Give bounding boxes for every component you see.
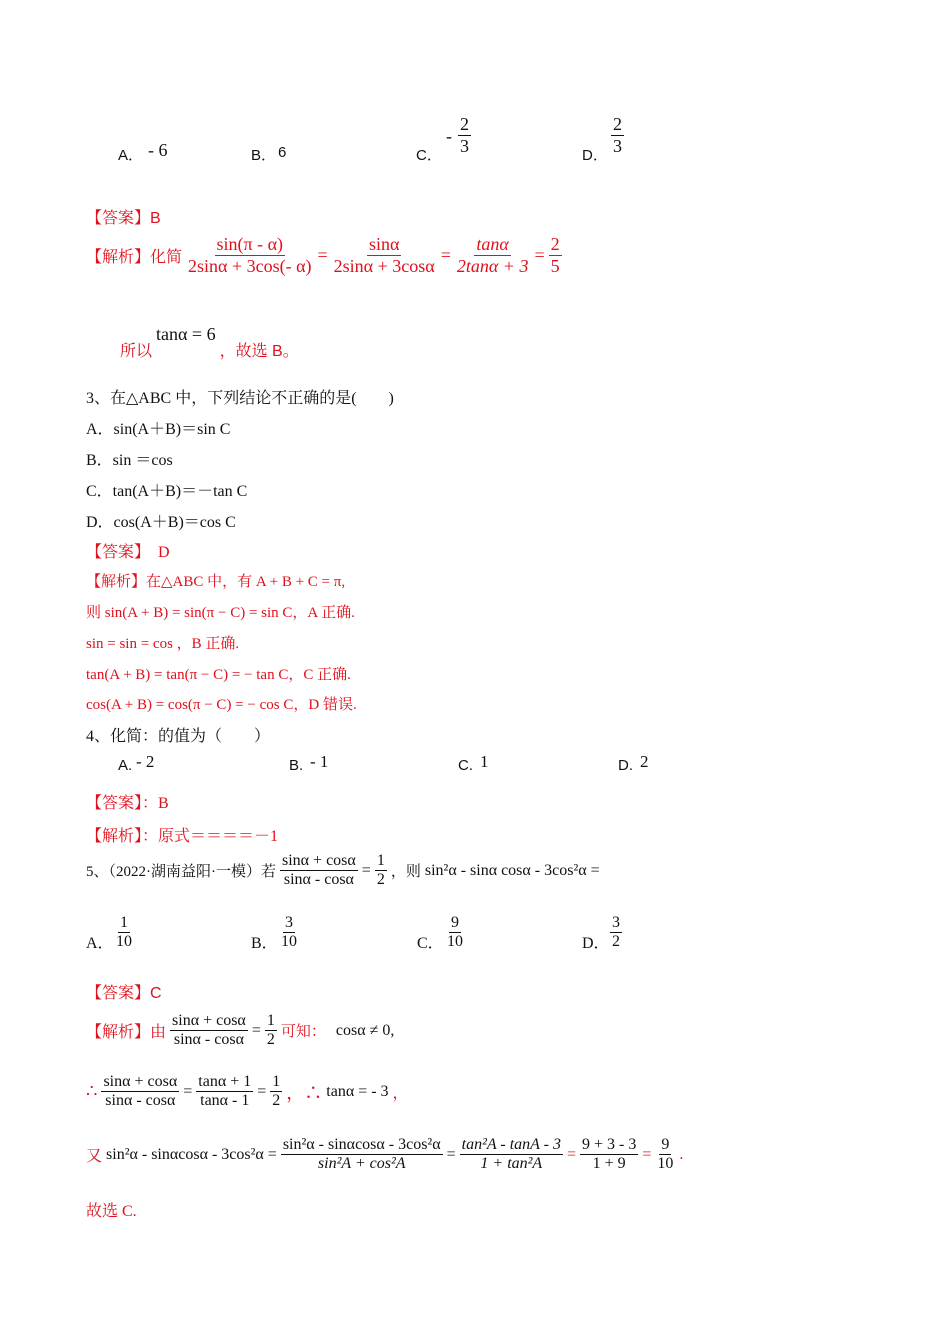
q5-stem-expression: sin²α - sinα cosα - 3cos²α = — [424, 861, 600, 879]
q5-a3-fraction-4 — [655, 1136, 675, 1174]
q2-option-a-label: A． — [118, 147, 144, 164]
q5-a2-mid: ，∴ — [286, 1082, 323, 1103]
q4-option-c-value: 1 — [480, 752, 489, 771]
q2-option-c-numerator: 2 — [460, 114, 469, 134]
q5-analysis-cond-value-num: 1 — [265, 1012, 277, 1031]
q2-fraction-2 — [332, 234, 437, 276]
q2-so-math: tanα = 6 — [156, 324, 216, 344]
q5-option-a-num: 1 — [118, 914, 130, 933]
q4-option-d-value: 2 — [640, 752, 649, 771]
q5-analysis-cond-fraction — [170, 1012, 248, 1050]
q5-analysis-cond-value — [265, 1012, 277, 1050]
q2-option-c-fraction — [458, 114, 471, 156]
q2-fraction-1-den: 2sinα + 3cos(- α) — [188, 255, 312, 276]
q5-a3-fraction-2-num: tan²A - tanA - 3 — [460, 1136, 563, 1155]
q5-option-d-label: D． — [582, 935, 610, 952]
q5-analysis-cond-equals: = — [251, 1021, 261, 1039]
q5-a3-fraction-1-den: sin²A + cos²A — [317, 1155, 406, 1173]
q5-a2-fraction-1-den: sinα - cosα — [105, 1092, 176, 1110]
q5-stem-then: ，则 — [390, 864, 421, 881]
q2-so-label: 所以 — [120, 343, 153, 360]
q2-option-c-label: C． — [416, 147, 442, 164]
q3-option-d: D．cos(A＋B)＝cos C — [86, 514, 236, 531]
q5-analysis-can-know: 可知： — [280, 1023, 326, 1041]
q5-a2-fraction-2-den: tanα - 1 — [200, 1092, 250, 1110]
q2-analysis-label: 【解析】化简 — [86, 248, 183, 266]
q5-a2-fraction-3-num: 1 — [270, 1073, 282, 1092]
q2-conclusion — [120, 322, 299, 360]
q5-condition-den: sinα - cosα — [283, 871, 354, 889]
q2-so-tail: ，故选 B。 — [219, 343, 299, 360]
q5-conclusion: 故选 C. — [86, 1203, 137, 1220]
q4-option-a-label: A. — [118, 757, 133, 774]
q5-option-c-fraction — [445, 914, 465, 952]
q4-analysis: 【解析】：原式＝＝＝＝－1 — [86, 828, 279, 845]
q2-option-c-sign: - — [446, 126, 452, 146]
q5-condition-value-den: 2 — [376, 871, 385, 889]
q5-a3-fraction-2 — [460, 1136, 563, 1174]
q4-answer: 【答案】：B — [86, 795, 169, 812]
q5-option-c-num: 9 — [449, 914, 461, 933]
q5-answer: 【答案】C — [86, 985, 162, 1002]
q5-option-b-num: 3 — [283, 914, 295, 933]
q3-analysis-line-5: cos(A + B) = cos(π − C) = − cos C，D 错误. — [86, 697, 357, 713]
q5-a3-fraction-1 — [281, 1136, 443, 1174]
q5-stem-prefix: 5、（2022·湖南益阳·一模）若 — [86, 864, 276, 881]
q5-option-a-fraction — [114, 914, 134, 952]
q5-options — [86, 914, 706, 962]
q5-analysis-line-1 — [86, 1012, 394, 1050]
q5-a3-fraction-2-den: 1 + tan²A — [480, 1155, 543, 1173]
q5-a3-fraction-4-den: 10 — [657, 1155, 674, 1173]
q5-option-d-den: 2 — [612, 933, 620, 951]
q3-answer: 【答案】 D — [86, 544, 170, 561]
q5-option-b-label: B． — [251, 935, 278, 952]
q5-a2-tail: ， — [392, 1085, 409, 1103]
q2-analysis — [86, 234, 562, 276]
q5-analysis-line-2 — [86, 1073, 409, 1111]
q2-option-d-fraction — [611, 114, 624, 156]
q2-option-a-value: - 6 — [148, 140, 168, 160]
q5-a3-label: 又 — [86, 1148, 103, 1166]
q2-fraction-1-num: sin(π - α) — [216, 234, 284, 254]
q4-option-b-label: B. — [289, 757, 304, 774]
q5-option-d-num: 3 — [610, 914, 622, 933]
q2-answer: 【答案】B — [86, 210, 161, 227]
q5-a2-fraction-1 — [101, 1073, 179, 1111]
q5-a3-fraction-4-num: 9 — [659, 1136, 671, 1155]
q5-analysis-cond-num: sinα + cosα — [170, 1012, 248, 1031]
q5-a2-fraction-2-num: tanα + 1 — [196, 1073, 253, 1092]
q5-condition-equals: = — [361, 861, 371, 879]
q3-analysis-line-2: 则 sin(A + B) = sin(π − C) = sin C，A 正确. — [86, 605, 355, 621]
q5-option-a-label: A． — [86, 935, 114, 952]
q2-fraction-1 — [186, 234, 314, 276]
q2-option-b-value: 6 — [278, 144, 287, 161]
q5-analysis-cond-den: sinα - cosα — [173, 1031, 244, 1049]
q5-a3-equals-1: = — [446, 1145, 456, 1163]
q5-a3-fraction-3-num: 9 + 3 - 3 — [580, 1136, 638, 1155]
q5-option-d-fraction — [610, 914, 622, 952]
q3-option-a: A．sin(A＋B)＝sin C — [86, 421, 231, 438]
q5-a2-fraction-3 — [270, 1073, 282, 1111]
q5-option-b-fraction — [279, 914, 299, 952]
q2-option-d-numerator: 2 — [613, 114, 622, 134]
q3-analysis-line-1: 【解析】在△ABC 中，有 A + B + C = π, — [86, 574, 346, 590]
q5-condition-num: sinα + cosα — [280, 852, 358, 871]
q2-fraction-3-num: tanα — [476, 234, 509, 254]
q3-stem: 3、在△ABC 中，下列结论不正确的是( ) — [86, 390, 394, 407]
q2-fraction-4 — [549, 234, 562, 276]
q5-a2-equals-1: = — [183, 1082, 193, 1100]
q4-options — [118, 752, 718, 780]
q2-equals-2: = — [440, 244, 451, 265]
q2-fraction-2-num: sinα — [368, 234, 400, 254]
q5-a3-lhs: sin²α - sinαcosα - 3cos²α = — [106, 1145, 277, 1163]
q4-option-c-label: C. — [458, 757, 473, 774]
q2-fraction-4-num: 2 — [550, 234, 560, 254]
q5-a3-fraction-3-den: 1 + 9 — [592, 1155, 626, 1173]
q5-a3-equals-2: = — [566, 1145, 576, 1163]
q5-a2-fraction-3-den: 2 — [272, 1092, 281, 1110]
q5-analysis-cos-nonzero: cosα ≠ 0, — [335, 1021, 395, 1039]
q2-option-c-denominator: 3 — [460, 135, 469, 156]
q4-option-d-label: D. — [618, 757, 633, 774]
q2-option-b-label: B． — [251, 147, 277, 164]
q5-a2-tan-value: tanα = - 3 — [326, 1082, 389, 1100]
q2-equals-1: = — [317, 244, 328, 265]
q5-option-a-den: 10 — [116, 933, 132, 951]
q3-analysis-line-3: sin = sin = cos ，B 正确. — [86, 636, 240, 652]
q4-stem: 4、化简：的值为（ ） — [86, 728, 271, 745]
q5-condition-value-num: 1 — [375, 852, 387, 871]
q5-stem — [86, 852, 600, 890]
q5-condition-value — [375, 852, 387, 890]
q2-option-d-denominator: 3 — [613, 135, 622, 156]
q4-option-b-value: - 1 — [310, 752, 329, 771]
q5-a2-fraction-1-num: sinα + cosα — [101, 1073, 179, 1092]
q2-fraction-2-den: 2sinα + 3cosα — [333, 255, 435, 276]
q5-analysis-line-3 — [86, 1136, 683, 1174]
therefore-icon: ∴ — [86, 1081, 98, 1102]
q2-equals-3: = — [534, 244, 545, 265]
q2-option-d-label: D． — [582, 147, 608, 164]
q5-a3-equals-3: = — [642, 1145, 652, 1163]
q2-fraction-3-den: 2tanα + 3 — [456, 255, 529, 276]
q2-options — [118, 112, 818, 172]
q3-option-b: B．sin ＝cos — [86, 452, 173, 469]
q2-fraction-3 — [455, 234, 531, 276]
q5-condition-fraction — [280, 852, 358, 890]
q5-a3-end: . — [679, 1145, 684, 1163]
q5-option-b-den: 10 — [281, 933, 297, 951]
q4-option-a-value: - 2 — [136, 752, 155, 771]
q3-analysis-line-4: tan(A + B) = tan(π − C) = − tan C，C 正确. — [86, 667, 351, 683]
q5-a2-equals-2: = — [257, 1082, 267, 1100]
q5-a3-fraction-3 — [580, 1136, 638, 1174]
q5-analysis-cond-value-den: 2 — [266, 1031, 275, 1049]
q5-a2-fraction-2 — [196, 1073, 253, 1111]
q5-option-c-label: C． — [417, 935, 444, 952]
q5-a3-fraction-1-num: sin²α - sinαcosα - 3cos²α — [281, 1136, 443, 1155]
q5-analysis-label: 【解析】由 — [86, 1024, 167, 1042]
q3-option-c: C．tan(A＋B)＝－tan C — [86, 483, 248, 500]
q2-fraction-4-den: 5 — [550, 255, 560, 276]
q5-option-c-den: 10 — [447, 933, 463, 951]
